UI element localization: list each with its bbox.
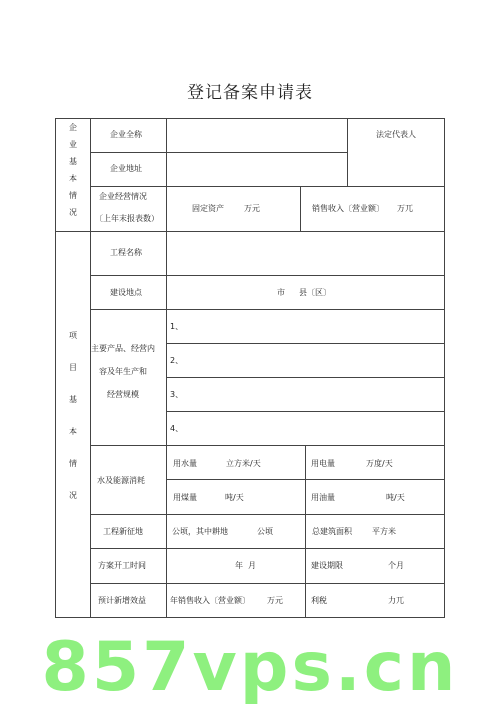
product-item-2: 2、	[170, 356, 184, 365]
row-line	[90, 514, 445, 515]
product-item-4: 4、	[170, 424, 184, 433]
row-line	[90, 548, 445, 549]
registration-form-table	[55, 118, 445, 618]
product-item-3: 3、	[170, 390, 184, 399]
site-watermark: 857vps.cn	[41, 628, 459, 707]
oil-label: 用油量	[311, 493, 335, 502]
fixed-assets-label: 固定资产	[192, 204, 224, 213]
benefit-sales-label: 年销售收入〔营业额〕	[170, 596, 250, 605]
row-line	[90, 309, 445, 310]
products-label-line3: 经营规模	[107, 390, 139, 399]
company-name-label: 企业全称	[110, 130, 142, 139]
fixed-assets-unit: 万元	[244, 204, 260, 213]
coal-unit: 吨/天	[225, 493, 244, 502]
row-line	[90, 186, 445, 187]
form-title: 登记备案申请表	[187, 83, 313, 103]
row-line	[90, 152, 347, 153]
section-divider	[55, 231, 445, 232]
land-value: 公顷，其中耕地	[172, 527, 228, 536]
start-year: 年	[235, 561, 243, 570]
period-label: 建设期限	[311, 561, 343, 570]
col-line	[300, 186, 301, 231]
sales-revenue-unit: 万兀	[397, 204, 413, 213]
oil-unit: 吨/天	[386, 493, 405, 502]
col-line	[166, 118, 167, 618]
col-line	[347, 118, 348, 186]
site-county: 县〔区〕	[299, 288, 331, 297]
product-item-1: 1、	[170, 322, 184, 331]
water-label: 用水量	[173, 459, 197, 468]
company-address-label: 企业地址	[110, 164, 142, 173]
row-line	[90, 583, 445, 584]
tax-unit: 力兀	[388, 596, 404, 605]
coal-label: 用煤量	[173, 493, 197, 502]
floor-area-unit: 平方米	[372, 527, 396, 536]
energy-label: 水及能源消耗	[97, 476, 145, 485]
start-time-label: 方案开工时间	[98, 561, 146, 570]
border-bottom	[55, 617, 445, 618]
tax-label: 利税	[311, 596, 327, 605]
row-line	[90, 445, 445, 446]
electricity-unit: 万度/天	[366, 459, 393, 468]
operations-note: 〔上年末报表数）	[95, 214, 159, 223]
site-city: 市	[277, 288, 285, 297]
project-name-label: 工程名称	[110, 248, 142, 257]
row-line	[166, 411, 445, 412]
start-month: 月	[248, 561, 256, 570]
col-line	[90, 118, 91, 618]
land-label: 工程新征地	[103, 527, 143, 536]
section-label-company: 企 业 基 本 情 况	[69, 123, 77, 217]
row-line	[90, 275, 445, 276]
products-label-line2: 容及年生产和	[99, 367, 147, 376]
products-label-line1: 主要产品、经营内	[91, 344, 155, 353]
period-unit: 个月	[388, 561, 404, 570]
benefit-label: 预计新增效益	[98, 596, 146, 605]
site-label: 建设地点	[110, 288, 142, 297]
col-line	[305, 445, 306, 617]
row-line	[166, 377, 445, 378]
legal-rep-label: 法定代表人	[376, 130, 416, 139]
operations-label: 企业经营情况	[99, 192, 147, 201]
sales-revenue-label: 销售收入〔营业额〕	[312, 204, 384, 213]
section-label-project: 项 目 基 本 情 况	[69, 331, 77, 500]
land-unit: 公顷	[257, 527, 273, 536]
benefit-sales-unit: 万元	[267, 596, 283, 605]
row-line	[166, 343, 445, 344]
border-top	[55, 118, 445, 119]
floor-area-label: 总建筑面积	[312, 527, 352, 536]
border-left	[55, 118, 56, 618]
water-unit: 立方米/天	[226, 459, 261, 468]
electricity-label: 用电量	[311, 459, 335, 468]
border-right	[444, 118, 445, 618]
